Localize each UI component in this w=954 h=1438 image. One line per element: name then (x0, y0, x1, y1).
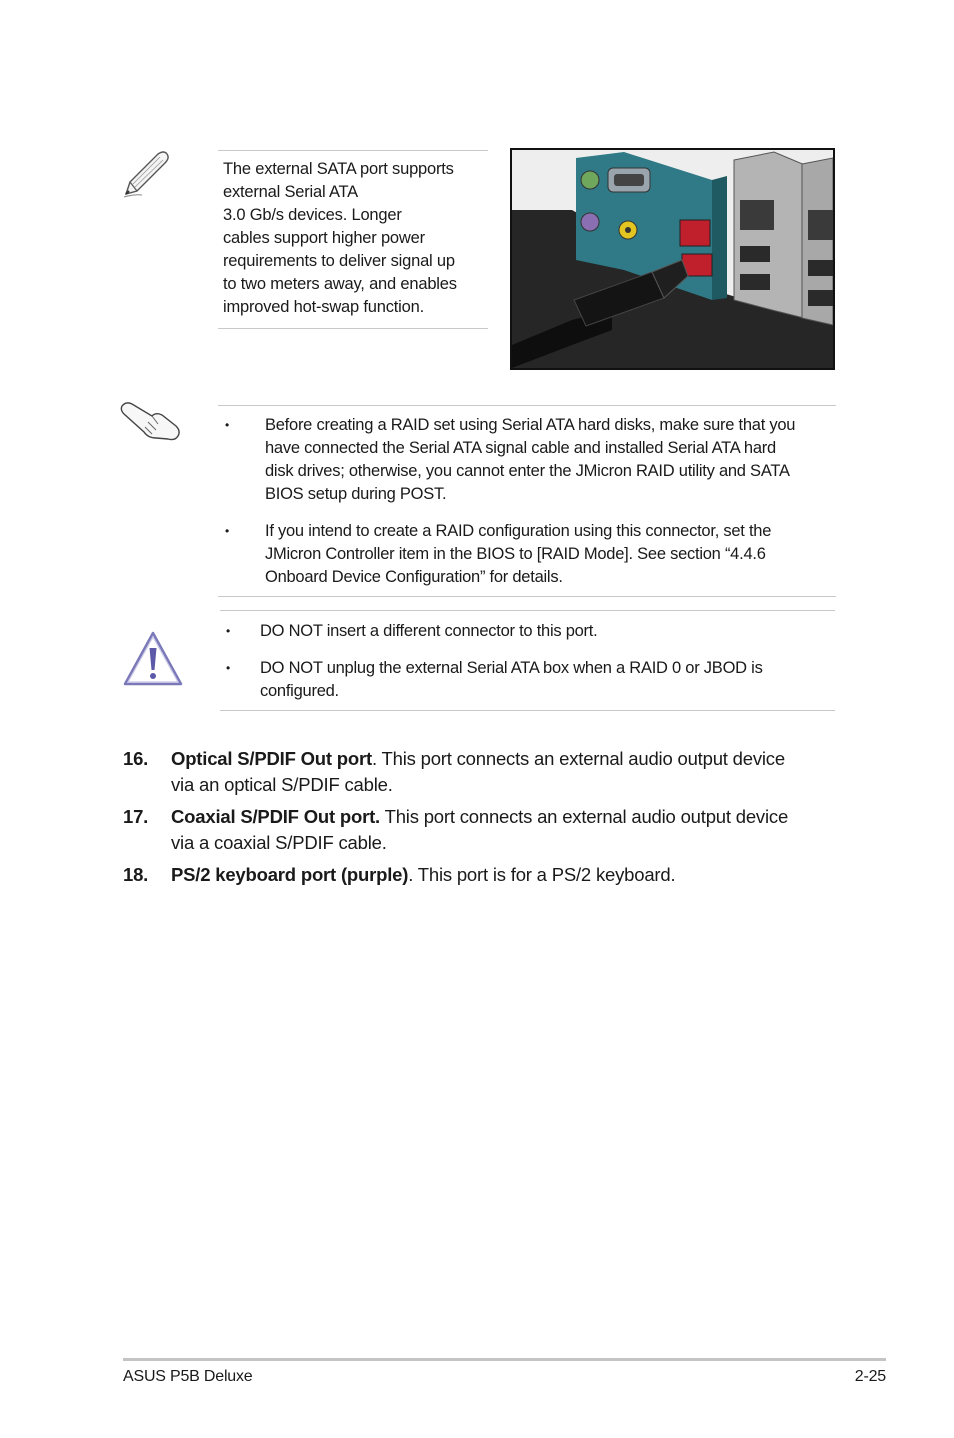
note1-line: The external SATA port supports (223, 160, 454, 178)
bullet-line: BIOS setup during POST. (265, 485, 447, 503)
note2-bullet (225, 520, 825, 590)
note1-line: requirements to deliver signal up (223, 252, 455, 270)
note1-line: 3.0 Gb/s devices. Longer (223, 206, 402, 224)
item-title: PS/2 keyboard port (purple) (171, 864, 409, 885)
item-title: Optical S/PDIF Out port (171, 748, 372, 769)
bullet-dot: • (225, 524, 229, 538)
external-sata-port-photo (510, 148, 835, 370)
caution-top-rule (220, 610, 835, 611)
bullet-line: Onboard Device Configuration” for details. (265, 568, 563, 586)
caution-bullet (226, 657, 826, 705)
page-number: 2-25 (854, 1368, 886, 1385)
item-number: 16. (123, 748, 149, 769)
hand-pointing-icon (118, 398, 184, 444)
item-text-cont: via a coaxial S/PDIF cable. (171, 832, 387, 853)
caution-bottom-rule (220, 710, 835, 711)
footer-title: ASUS P5B Deluxe (123, 1368, 253, 1385)
bullet-dot: • (226, 624, 230, 638)
bullet-line: Before creating a RAID set using Serial ATA hard disks, make sure that you (265, 416, 796, 434)
footer-rule (123, 1358, 886, 1361)
bullet-dot: • (226, 661, 230, 675)
item-title: Coaxial S/PDIF Out port. (171, 806, 380, 827)
note1-line: external Serial ATA (223, 183, 358, 201)
pencil-note-icon (120, 148, 172, 200)
bullet-line: configured. (260, 682, 339, 700)
bullet-line: have connected the Serial ATA signal cable and installed Serial ATA hard (265, 439, 776, 457)
note1-text (223, 158, 485, 319)
item-text: . This port is for a PS/2 keyboard. (408, 864, 676, 885)
warning-triangle-icon (122, 630, 184, 688)
bullet-line: JMicron Controller item in the BIOS to [RAID Mode]. See section “4.4.6 (265, 545, 766, 563)
note1-line: improved hot-swap function. (223, 298, 424, 316)
note1-top-rule (218, 150, 488, 151)
note2-top-rule (218, 405, 836, 406)
item-number: 18. (123, 864, 149, 885)
note1-line: cables support higher power (223, 229, 425, 247)
note1-bottom-rule (218, 328, 488, 329)
bullet-dot: • (225, 418, 229, 432)
item-number: 17. (123, 806, 149, 827)
caution-bullet (226, 620, 826, 644)
item-text-cont: via an optical S/PDIF cable. (171, 774, 393, 795)
bullet-line: DO NOT unplug the external Serial ATA box when a RAID 0 or JBOD is (260, 659, 763, 677)
note1-line: to two meters away, and enables (223, 275, 457, 293)
bullet-line: disk drives; otherwise, you cannot enter the JMicron RAID utility and SATA (265, 462, 790, 480)
bullet-line: DO NOT insert a different connector to this port. (260, 622, 598, 640)
bullet-line: If you intend to create a RAID configuration using this connector, set the (265, 522, 772, 540)
item-text: . This port connects an external audio output device (371, 748, 785, 769)
note2-bottom-rule (218, 596, 836, 597)
note2-bullet (225, 414, 825, 508)
item-text: This port connects an external audio output device (380, 806, 789, 827)
